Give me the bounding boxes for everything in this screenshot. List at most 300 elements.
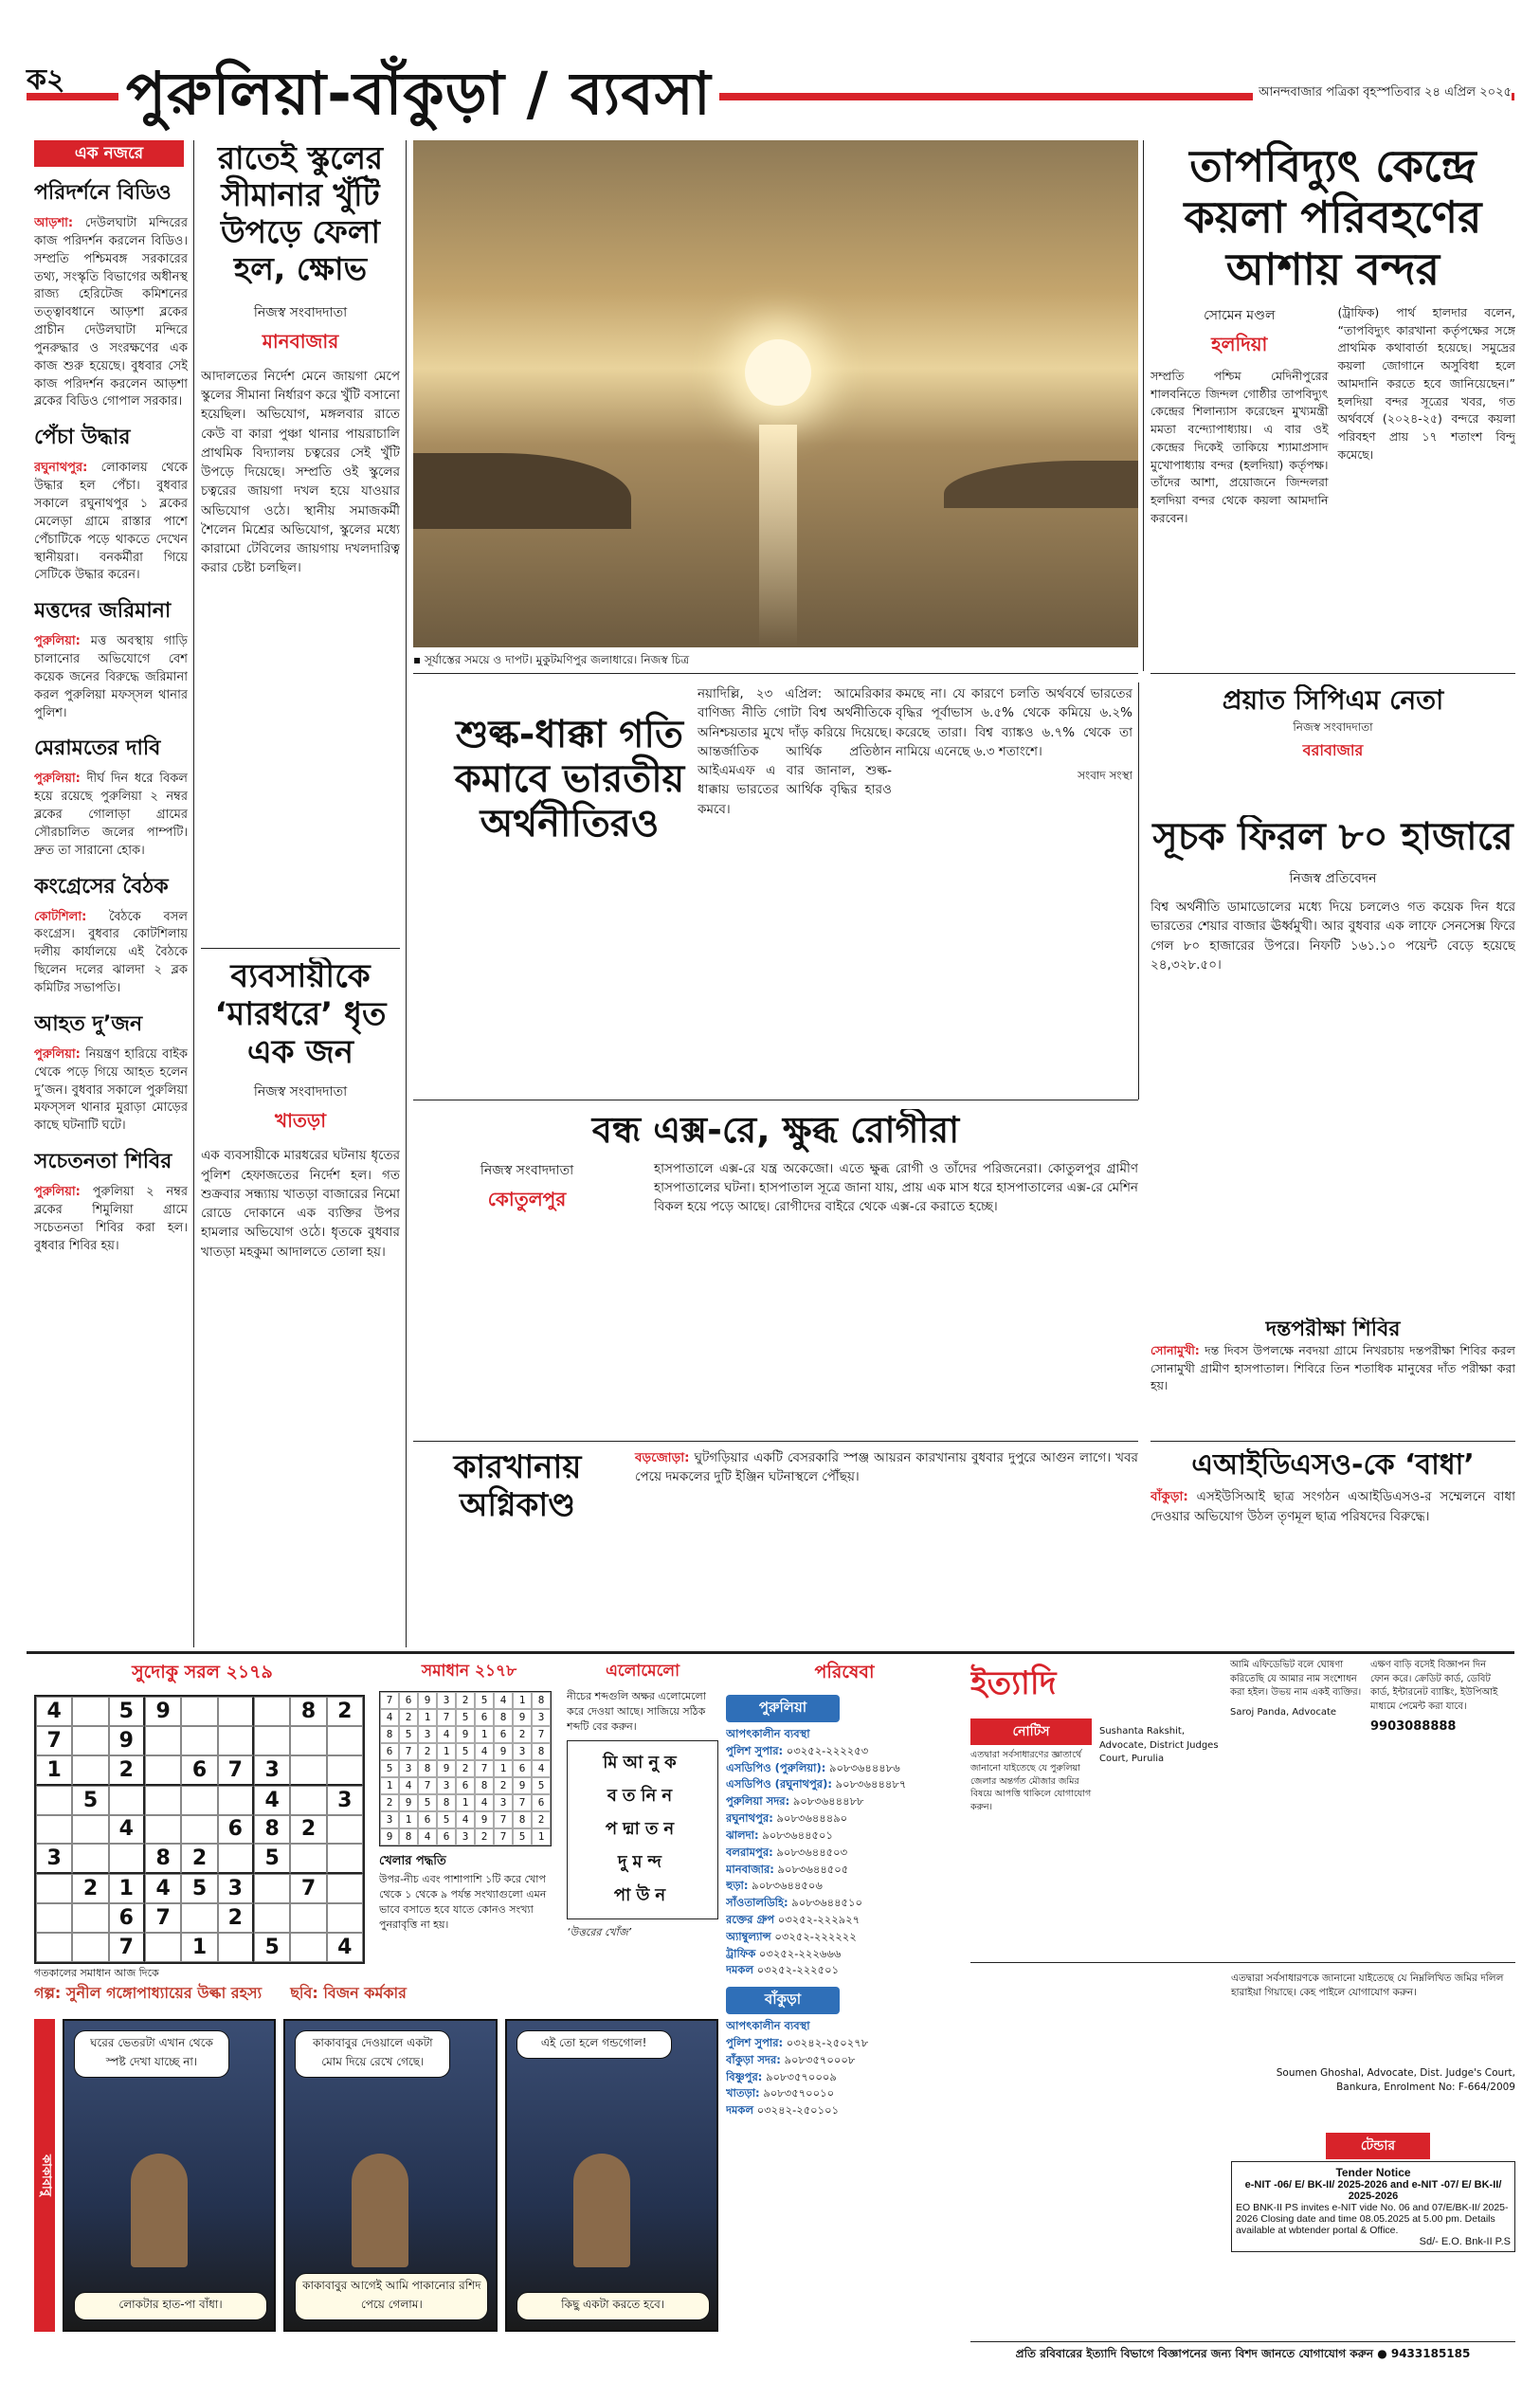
sudoku-cell[interactable] — [72, 1844, 108, 1874]
solution-cell: 8 — [475, 1777, 494, 1794]
solution-cell: 1 — [475, 1726, 494, 1743]
sudoku-cell[interactable]: 6 — [218, 1815, 254, 1845]
port-byline: সোমেন মণ্ডল — [1204, 307, 1276, 323]
sudoku-cell[interactable] — [218, 1786, 254, 1815]
service-number: ৯০৮৩৬৪৪৪৮৮ — [792, 1794, 864, 1809]
service-number: ০৩২৫২-২২২৫০১ — [756, 1963, 840, 1977]
cpim-article — [1150, 684, 1515, 808]
sudoku-cell[interactable] — [145, 1726, 181, 1755]
sudoku-cell[interactable] — [145, 1755, 181, 1786]
solution-cell: 9 — [513, 1777, 532, 1794]
sudoku-cell[interactable]: 4 — [327, 1933, 363, 1962]
sudoku-cell[interactable] — [72, 1815, 108, 1845]
solution-cell: 1 — [456, 1794, 475, 1811]
solution-cell: 3 — [437, 1692, 456, 1709]
sensex-headline: সূচক ফিরল ৮০ হাজারে — [1152, 815, 1513, 859]
service-line — [726, 2085, 963, 2102]
service-line — [726, 2035, 963, 2052]
jumble-title: এলোমেলো — [605, 1662, 680, 1681]
sudoku-cell[interactable] — [181, 1726, 217, 1755]
solution-cell: 7 — [475, 1760, 494, 1777]
sudoku-cell[interactable] — [72, 1903, 108, 1933]
solution-cell: 3 — [399, 1760, 418, 1777]
divider — [970, 1962, 1515, 1963]
service-label: বিষ্ণুপুর: — [726, 2069, 763, 2083]
glance-item-text: দেউলঘাটা মন্দিরের কাজ পরিদর্শন করলেন বিডিও। সম্প্রতি পশ্চিমবঙ্গ সরকারের তথ্য, সংস্কৃতি বিভাগের অধীনস্থ রাজ্য হেরিটেজ কমিশনের তত্ত্বাবধানে আড়শা ব্লকের প্রাচীন দেউলঘাটা মন্দিরে পুনরুদ্ধার ও সংরক্ষণের এক কাজ শুরু হয়েছে। বুধবার সেই কাজ পরিদর্শন করলেন আড়শা ব্লকের বিডিও গোপাল সরকার। — [34, 216, 188, 409]
tender-sign: Sd/- E.O. Bnk-II P.S — [1419, 2236, 1511, 2247]
glance-item-text: বৈঠকে বসল কংগ্রেস। বুধবার কোটশিলায় দলীয় কার্যালয়ে এই বৈঠকে ছিলেন দলের ঝালদা ২ ব্লক কমিটির সভাপতি। — [34, 909, 188, 995]
sudoku-cell[interactable] — [218, 1844, 254, 1874]
glance-item-tag: পুরুলিয়া: — [34, 1046, 81, 1062]
service-line — [726, 1726, 963, 1743]
sudoku-cell[interactable] — [72, 1755, 108, 1786]
service-number: ৯০৮৩৬৪৪৪৮৭ — [835, 1777, 907, 1791]
sudoku-cell[interactable]: 3 — [327, 1786, 363, 1815]
solution-cell: 1 — [418, 1709, 437, 1726]
rules-text: উপর-নীচ এবং পাশাপাশি ১টি করে খোপ থেকে ১ থেকে ৯ পর্যন্ত সংখ্যাগুলো এমন ভাবে বসাতে হবে যাতে কোনও সংখ্যা পুনরাবৃত্তি না হয়। — [379, 1873, 547, 1931]
solution-cell: 9 — [380, 1828, 399, 1846]
service-label: এসডিপিও (পুরুলিয়া): — [726, 1760, 826, 1774]
glance-item — [34, 870, 188, 998]
service-label: ঝালদা: — [726, 1827, 759, 1842]
service-line — [726, 1895, 963, 1912]
sudoku-cell[interactable]: 8 — [145, 1844, 181, 1874]
sudoku-cell[interactable]: 5 — [72, 1786, 108, 1815]
sudoku-cell[interactable] — [327, 1903, 363, 1933]
sudoku-cell[interactable]: 4 — [109, 1815, 145, 1845]
sudoku-cell[interactable]: 2 — [109, 1755, 145, 1786]
sudoku-cell[interactable]: 3 — [36, 1844, 72, 1874]
figure-shape — [352, 2154, 408, 2267]
sudoku-cell[interactable] — [254, 1874, 290, 1903]
service-label: অ্যাম্বুল্যান্স — [726, 1929, 771, 1943]
story-factory — [413, 1448, 1138, 1647]
service-label: সাঁওতালডিহি: — [726, 1896, 788, 1910]
services-list — [726, 1726, 963, 1979]
aidso-body: এসইউসিআই ছাত্র সংগঠন এআইডিএসও-র সম্মেলনে বাধা দেওয়ার অভিযোগ উঠল তৃণমূল ছাত্র পরিষদের বিরুদ্ধে। — [1150, 1489, 1515, 1524]
sudoku-cell[interactable] — [145, 1786, 181, 1815]
solution-cell: 1 — [437, 1743, 456, 1760]
speech-bubble: কাকাবাবুর দেওয়ালে একটা মোম দিয়ে রেখে গেছে। — [295, 2030, 450, 2078]
sudoku-cell[interactable] — [290, 1933, 326, 1962]
service-number: ০৩২৪২-২৫০১০১ — [756, 2103, 840, 2118]
sudoku-cell[interactable]: 4 — [145, 1874, 181, 1903]
service-label: আপৎকালীন ব্যবস্থা — [726, 2019, 810, 2033]
sudoku-cell[interactable]: 6 — [181, 1755, 217, 1786]
sudoku-cell[interactable] — [72, 1697, 108, 1726]
sudoku-cell[interactable]: 1 — [181, 1933, 217, 1962]
glance-item-head: কংগ্রেসের বৈঠক — [34, 874, 169, 899]
page-number: ক২ — [27, 64, 65, 97]
column-divider — [1143, 140, 1144, 671]
solution-cell: 5 — [475, 1692, 494, 1709]
sudoku-cell[interactable] — [327, 1726, 363, 1755]
comic-panel — [505, 2019, 718, 2332]
sudoku-cell[interactable] — [218, 1726, 254, 1755]
service-number: ৯০৮৩৫৭০০১০ — [763, 2086, 835, 2100]
solution-cell: 7 — [380, 1692, 399, 1709]
services-title: পরিষেবা — [814, 1662, 875, 1682]
sudoku-cell[interactable]: 2 — [327, 1697, 363, 1726]
solution-cell: 6 — [532, 1794, 551, 1811]
sudoku-cell[interactable]: 5 — [254, 1844, 290, 1874]
sudoku-cell[interactable] — [254, 1903, 290, 1933]
sudoku-cell[interactable] — [218, 1697, 254, 1726]
sudoku-cell[interactable]: 5 — [254, 1933, 290, 1962]
sudoku-cell[interactable] — [145, 1933, 181, 1962]
column-divider — [406, 140, 407, 1647]
solution-cell: 2 — [475, 1828, 494, 1846]
service-number: ৯০৮৩৬৪৪৫০৬ — [752, 1879, 823, 1893]
cpim-byline: নিজস্ব সংবাদদাতা — [1293, 720, 1373, 735]
service-line — [726, 1929, 963, 1946]
service-label: হুড়া: — [726, 1879, 749, 1893]
service-line — [726, 1810, 963, 1827]
glance-items — [34, 176, 188, 1255]
jumble-answer-note: ‘উত্তরের খোঁজ’ — [567, 1925, 632, 1938]
solution-cell: 1 — [399, 1811, 418, 1828]
factory-body: ঘুটগড়িয়ার একটি বেসরকারি স্পঞ্জ আয়রন কারখানায় বুধবার দুপুরে আগুন লাগে। খবর পেয়ে দমকলের দুটি ইঞ্জিন ঘটনাস্থলে পৌঁছয়। — [635, 1450, 1138, 1485]
sudoku-footer: গতকালের সমাধান আজ দিকে — [34, 1967, 159, 1979]
service-label: রক্তের গ্রুপ — [726, 1912, 775, 1926]
solution-cell: 3 — [513, 1743, 532, 1760]
solution-cell: 2 — [456, 1760, 475, 1777]
services-panel — [726, 1659, 963, 2341]
service-number: ৯০৮৩৫৭০০০৯ — [766, 2069, 837, 2083]
service-number: ০৩২৫২-২২২৯২৭ — [777, 1912, 861, 1926]
solution-cell: 2 — [399, 1709, 418, 1726]
sunset-photo — [413, 140, 1138, 647]
island-shape — [944, 461, 1138, 508]
solution-cell: 5 — [399, 1726, 418, 1743]
cpim-headline: প্রয়াত সিপিএম নেতা — [1222, 684, 1444, 716]
comic-title: গল্প: সুনীল গঙ্গোপাধ্যায়ের উল্কা রহস্য — [34, 1984, 263, 2002]
solution-cell: 7 — [494, 1811, 513, 1828]
glance-item-tag: কোটশিলা: — [34, 909, 87, 924]
glance-item-text: পুরুলিয়া ২ নম্বর ব্লকের শিমুলিয়া গ্রামে সচেতনতা শিবির করা হল। বুধবার শিবির হয়। — [34, 1185, 188, 1253]
sudoku-cell[interactable]: 7 — [290, 1874, 326, 1903]
school-byline: নিজস্ব সংবাদদাতা — [253, 304, 348, 320]
figure-shape — [573, 2154, 630, 2267]
caption-box: কাকাবাবুর আগেই আমি পাকানোর রশিদ পেয়ে গেলাম। — [295, 2273, 488, 2320]
sudoku-cell[interactable]: 2 — [72, 1874, 108, 1903]
story-aidso — [1150, 1448, 1515, 1647]
sudoku-cell[interactable] — [181, 1903, 217, 1933]
port-body-2: (ট্রাফিক) পার্থ হালদার বলেন, “তাপবিদ্যুৎ কারখানা কর্তৃপক্ষের সঙ্গে প্রাথমিক কথাবার্তা হয়েছে। সমুদ্রের কয়লা জোগানে অসুবিধা হলে আমদানি করতে হবে জানিয়েছেন।” হলদিয়া বন্দর সূত্রের খবর, গত অর্থবর্ষে (২০২৪-২৫) বন্দরে কয়লা পরিবহণ প্রায় ১৭ শতাংশ বিন্দু কমেছে। — [1337, 304, 1515, 462]
photo-caption: ▪ সূর্যাস্তের সময়ে ও দাপট। মুকুটমণিপুর জলাধারে। নিজস্ব চিত্র — [413, 653, 690, 666]
solution-cell: 4 — [475, 1794, 494, 1811]
solution-cell: 7 — [418, 1777, 437, 1794]
solution-cell: 2 — [380, 1794, 399, 1811]
cpim-place: বরাবাজার — [1302, 741, 1364, 760]
solution-cell: 1 — [532, 1828, 551, 1846]
service-line — [726, 2102, 963, 2119]
solution-cell: 3 — [380, 1811, 399, 1828]
factory-headline: কারখানায় অগ্নিকাণ্ড — [453, 1448, 582, 1525]
caption-box: লোকটার হাত-পা বাঁধা। — [74, 2292, 267, 2320]
solution-cell: 6 — [475, 1709, 494, 1726]
service-number: ৯০৮৩৬৪৪৪৮৬ — [829, 1760, 900, 1774]
divider — [413, 673, 1138, 674]
story-port — [1150, 140, 1515, 671]
solution-cell: 5 — [513, 1828, 532, 1846]
sudoku-cell[interactable] — [254, 1697, 290, 1726]
sudoku-cell[interactable]: 7 — [218, 1755, 254, 1786]
jumble-word: পাউন — [613, 1884, 672, 1905]
story-tariff — [413, 684, 892, 1092]
sudoku-cell[interactable] — [290, 1726, 326, 1755]
service-number: ৯০৮৩৬৪৪৫১০ — [791, 1896, 862, 1910]
solution-cell: 5 — [456, 1743, 475, 1760]
sudoku-cell[interactable]: 7 — [145, 1903, 181, 1933]
tender-label: টেন্ডার — [1326, 2133, 1430, 2159]
solution-cell: 7 — [513, 1794, 532, 1811]
services-list-bankura — [726, 2018, 963, 2119]
service-label: রঘুনাথপুর: — [726, 1811, 773, 1826]
comic-panels — [63, 2019, 718, 2332]
service-label: মানবাজার: — [726, 1862, 774, 1876]
tender-body: EO BNK-II PS invites e-NIT vide No. 06 and 07/E/BK-II/ 2025-2026 Closing date and time 08.05.2025 at 5.00 pm. Details available at wbtender portal & Office. — [1236, 2202, 1509, 2236]
service-line — [726, 1793, 963, 1810]
solution-cell: 3 — [437, 1777, 456, 1794]
water-reflection — [759, 425, 797, 647]
solution-cell: 3 — [494, 1794, 513, 1811]
solution-title: সমাধান ২১৭৮ — [421, 1662, 517, 1681]
sudoku-cell[interactable]: 5 — [181, 1874, 217, 1903]
sudoku-cell[interactable] — [181, 1815, 217, 1845]
speech-bubble: ঘরের ভেতরটা এখান থেকে স্পষ্ট দেখা যাচ্ছে না। — [74, 2030, 229, 2078]
sudoku-cell[interactable]: 1 — [36, 1755, 72, 1786]
glance-item-tag: রঘুনাথপুর: — [34, 461, 88, 476]
service-label: এসডিপিও (রঘুনাথপুর): — [726, 1777, 832, 1791]
sudoku-cell[interactable]: 7 — [36, 1726, 72, 1755]
sudoku-cell[interactable]: 4 — [36, 1697, 72, 1726]
sudoku-cell[interactable] — [181, 1786, 217, 1815]
service-line — [726, 1760, 963, 1777]
notice-ad-4-phone: 9903088888 — [1370, 1719, 1457, 1734]
photo-caption-text: সূর্যাস্তের সময়ে ও দাপট। মুকুটমণিপুর জলাধারে। নিজস্ব চিত্র — [424, 653, 690, 666]
divider — [1150, 1441, 1515, 1442]
solution-cell: 5 — [456, 1709, 475, 1726]
comic-panel — [63, 2019, 276, 2332]
service-line — [726, 1776, 963, 1793]
speech-bubble: এই তো হলে গন্ডগোল! — [516, 2030, 672, 2059]
sudoku-cell[interactable]: 6 — [109, 1903, 145, 1933]
service-line — [726, 1827, 963, 1845]
sudoku-cell[interactable] — [36, 1903, 72, 1933]
sudoku-title: সুদোকু সরল ২১৭৯ — [132, 1662, 273, 1682]
divider — [1150, 673, 1515, 674]
service-number: ৯০৮৩৬৪৪৫০৩ — [776, 1845, 848, 1859]
sudoku-cell[interactable]: 8 — [290, 1697, 326, 1726]
service-number: ৯০৮৩৬৪৪৫০১ — [762, 1827, 833, 1842]
service-line — [726, 1878, 963, 1895]
service-number: ০৩২৫২-২২২২২২ — [774, 1929, 857, 1943]
port-body-1: সম্প্রতি পশ্চিম মেদিনীপুরের শালবনিতে জিন্দল গোষ্ঠীর তাপবিদ্যুৎ কেন্দ্রের শিলান্যাস করেছেন মুখ্যমন্ত্রী মমতা বন্দ্যোপাধ্যায়। এ বার ওই কেন্দ্রের দিকেই তাকিয়ে শ্যামাপ্রসাদ মুখোপাধ্যায় বন্দর (হলদিয়া) কর্তৃপক্ষ। তাঁদের আশা, প্রয়োজনে জিন্দলরা হলদিয়া বন্দর থেকে কয়লা আমদানি করবেন। — [1150, 368, 1329, 525]
story-trader — [201, 957, 400, 1647]
glance-item — [34, 176, 188, 411]
sudoku-cell[interactable]: 8 — [254, 1815, 290, 1845]
glance-item — [34, 421, 188, 585]
sudoku-cell[interactable]: 1 — [109, 1874, 145, 1903]
sudoku-cell[interactable] — [109, 1786, 145, 1815]
solution-cell: 8 — [494, 1709, 513, 1726]
solution-cell: 8 — [513, 1811, 532, 1828]
sudoku-cell[interactable]: 9 — [145, 1697, 181, 1726]
sudoku-cell[interactable] — [36, 1786, 72, 1815]
glance-item-head: পেঁচা উদ্ধার — [34, 426, 131, 450]
xray-headline: বন্ধ এক্স-রে, ক্ষুব্ধ রোগীরা — [591, 1109, 960, 1151]
jumble-word: পদ্মাতন — [605, 1818, 680, 1839]
trader-headline: ব্যবসায়ীকে ‘মারধরে’ ধৃত এক জন — [214, 957, 387, 1072]
sudoku-grid[interactable] — [34, 1695, 365, 1964]
sudoku-cell[interactable]: 4 — [254, 1786, 290, 1815]
solution-cell: 6 — [418, 1811, 437, 1828]
solution-cell: 6 — [456, 1777, 475, 1794]
solution-cell: 6 — [380, 1743, 399, 1760]
glance-item-head: মেরামতের দাবি — [34, 736, 161, 761]
column-divider — [1138, 682, 1139, 1100]
sudoku-cell[interactable] — [290, 1844, 326, 1874]
solution-cell: 7 — [532, 1726, 551, 1743]
service-number: ০৩২৫২-২২২২৫৩ — [786, 1743, 869, 1757]
solution-cell: 8 — [437, 1794, 456, 1811]
sudoku-cell[interactable] — [327, 1874, 363, 1903]
caption-box: কিছু একটা করতে হবে। — [516, 2292, 710, 2320]
tender-head: Tender Notice — [1335, 2166, 1411, 2179]
story-dental — [1150, 1318, 1515, 1431]
solution-cell: 7 — [399, 1743, 418, 1760]
solution-cell: 4 — [418, 1828, 437, 1846]
sudoku-cell[interactable] — [327, 1755, 363, 1786]
sudoku-cell[interactable] — [290, 1786, 326, 1815]
column-divider — [193, 140, 194, 1647]
solution-cell: 8 — [532, 1692, 551, 1709]
sudoku-cell[interactable] — [181, 1697, 217, 1726]
sudoku-cell[interactable] — [327, 1815, 363, 1845]
sudoku-cell[interactable]: 5 — [109, 1697, 145, 1726]
service-label: বাঁকুড়া সদর: — [726, 2052, 781, 2066]
solution-cell: 6 — [437, 1828, 456, 1846]
sudoku-cell[interactable]: 3 — [254, 1755, 290, 1786]
sudoku-cell[interactable] — [36, 1815, 72, 1845]
service-label: দমকল — [726, 2103, 754, 2118]
sudoku-cell[interactable] — [109, 1844, 145, 1874]
sudoku-cell[interactable] — [327, 1844, 363, 1874]
aidso-headline: এআইডিএসও-কে ‘বাধা’ — [1191, 1448, 1475, 1482]
sudoku-cell[interactable]: 2 — [218, 1903, 254, 1933]
sudoku-cell[interactable]: 2 — [290, 1815, 326, 1845]
sudoku-cell[interactable] — [72, 1933, 108, 1962]
glance-item — [34, 1008, 188, 1136]
notice-label: নোটিস — [970, 1718, 1092, 1745]
sensex-body: বিশ্ব অর্থনীতি ডামাডোলের মধ্যে দিয়ে চললেও গত কয়েক দিন ধরে ভারতের শেয়ার বাজার ঊর্ধ্বমুখী। আর বুধবার এক লাফে সেনসেক্স ফিরে গেল ৮০ হাজারের উপরে। নিফটি ১৬১.১০ পয়েন্ট বেড়ে হয়েছে ২৪,৩২৮.৫০। — [1150, 900, 1515, 973]
service-number: ৯০৮৩৬৪৪৫০৫ — [777, 1862, 849, 1876]
jumble-word: বতনিন — [607, 1785, 679, 1806]
solution-cell: 6 — [513, 1760, 532, 1777]
section-rule — [27, 1651, 1514, 1654]
sudoku-cell[interactable] — [218, 1933, 254, 1962]
tariff-body-2 — [896, 684, 1132, 1082]
solution-cell: 5 — [380, 1760, 399, 1777]
sudoku-cell[interactable]: 2 — [181, 1844, 217, 1874]
solution-cell: 1 — [513, 1692, 532, 1709]
district-badge-purulia: পুরুলিয়া — [726, 1695, 840, 1722]
service-line — [726, 1946, 963, 1963]
solution-cell: 5 — [532, 1777, 551, 1794]
sudoku-cell[interactable]: 3 — [218, 1874, 254, 1903]
tariff-headline: শুল্ক-ধাক্কা গতি কমাবে ভারতীয় অর্থনীতিরও — [454, 713, 685, 846]
sudoku-cell[interactable] — [145, 1815, 181, 1845]
glance-item-text: দীর্ঘ দিন ধরে বিকল হয়ে রয়েছে পুরুলিয়া ২ নম্বর ব্লকের গোলাড়া গ্রামের সৌরচালিত জলের পাম্পটি। দ্রুত তা সারানো হোক। — [34, 772, 188, 858]
sudoku-cell[interactable] — [36, 1874, 72, 1903]
service-line — [726, 2069, 963, 2086]
service-line — [726, 2018, 963, 2035]
sudoku-cell[interactable] — [72, 1726, 108, 1755]
jumble-word: মিআনুক — [603, 1752, 682, 1773]
sudoku-cell[interactable] — [254, 1726, 290, 1755]
notice-ad-1: এতদ্বারা সর্বসাধারণের জ্ঞাতার্থে জানানো যাইতেছে যে পুরুলিয়া জেলার অন্তর্গত মৌজার জমির বিষয়ে আপত্তি থাকিলে যোগাযোগ করুন। — [970, 1750, 1092, 1813]
comic-side-label: কাকাবাবু — [34, 2019, 55, 2332]
sudoku-cell[interactable]: 9 — [109, 1726, 145, 1755]
jumble-word: দুমন্দ — [618, 1851, 667, 1872]
service-label: দমকল — [726, 1963, 754, 1977]
solution-cell: 7 — [494, 1828, 513, 1846]
comic-art-credit: ছবি: বিজন কর্মকার — [290, 1984, 407, 2002]
school-place: মানবাজার — [262, 329, 339, 353]
solution-cell: 9 — [494, 1743, 513, 1760]
school-headline: রাতেই স্কুলের সীমানার খুঁটি উপড়ে ফেলা হল, ক্ষোভ — [217, 140, 384, 287]
story-xray — [413, 1109, 1138, 1431]
sudoku-cell[interactable]: 7 — [109, 1933, 145, 1962]
xray-byline: নিজস্ব সংবাদদাতা — [480, 1162, 574, 1178]
dental-headline: দন্তপরীক্ষা শিবির — [1265, 1318, 1401, 1341]
service-label: আপৎকালীন ব্যবস্থা — [726, 1727, 810, 1740]
island-shape — [413, 453, 631, 529]
solution-panel — [379, 1659, 559, 1972]
service-label: ট্রাফিক — [726, 1946, 756, 1960]
trader-place: খাতড়া — [274, 1109, 327, 1133]
service-line — [726, 1962, 963, 1979]
service-number: ০৩২৪২-২৫০২৭৮ — [786, 2036, 869, 2049]
dental-body: দন্ত দিবস উপলক্ষে নবদয়া গ্রামে নিখরচায় দন্তপরীক্ষা শিবির করল সোনামুখী গ্রামীণ হাসপাতাল। শিবিরে তিন শতাধিক মানুষের দাঁত পরীক্ষা করা হয়। — [1150, 1342, 1515, 1393]
service-line — [726, 1845, 963, 1862]
trader-body: এক ব্যবসায়ীকে মারধরের ঘটনায় ধৃতের পুলিশ হেফাজতের নির্দেশ হল। গত শুক্রবার সন্ধ্যায় খাতড়া বাজারের নিমো রোডে দোকানে এক ব্যক্তির উপর হামলার অভিযোগ ওঠে। ধৃতকে বুধবার খাতড়া মহকুমা আদালতে তোলা হয়। — [201, 1148, 400, 1260]
school-body: আদালতের নির্দেশ মেনে জায়গা মেপে স্কুলের সীমানা নির্ধারণ করে খুঁটি বসানো হয়েছিল। অভিযোগ, মঙ্গলবার রাতে কেউ বা কারা পুঞ্চা থানার পায়রাচালি প্রাথমিক বিদ্যালয় চত্বরের সেই খুঁটি উপড়ে দিয়েছে। সম্প্রতি ওই স্কুলের চত্বরের জায়গা দখল হয়ে যাওয়ার অভিযোগ ওঠে। স্থানীয় সমাজকর্মী শৈলেন মিশ্রের অভিযোগ, স্কুলের মধ্যে কারামো টেবিলের জায়গায় দখলদারিত্ব করার চেষ্টা চলছিল। — [201, 368, 400, 576]
solution-cell: 2 — [456, 1692, 475, 1709]
glance-item — [34, 732, 188, 860]
service-number: ০৩২৫২-২২২৬৬৬ — [758, 1946, 842, 1960]
glance-item-tag: আড়শা: — [34, 216, 74, 230]
solution-cell: 9 — [399, 1794, 418, 1811]
tariff-credit: সংবাদ সংস্থা — [1078, 769, 1132, 782]
solution-cell: 9 — [513, 1709, 532, 1726]
sudoku-cell[interactable] — [290, 1903, 326, 1933]
sudoku-cell[interactable] — [36, 1933, 72, 1962]
comic-strip — [34, 1981, 718, 2360]
factory-tag: বড়জোড়া: — [635, 1450, 690, 1465]
solution-cell: 4 — [399, 1777, 418, 1794]
sudoku-cell[interactable] — [290, 1755, 326, 1786]
solution-cell: 8 — [380, 1726, 399, 1743]
glance-label: এক নজরে — [34, 140, 184, 167]
glance-item-head: সচেতনতা শিবির — [34, 1150, 172, 1174]
comic-panel — [283, 2019, 497, 2332]
service-line — [726, 1743, 963, 1760]
glance-item-head: মত্তদের জরিমানা — [34, 599, 172, 624]
solution-cell: 2 — [532, 1811, 551, 1828]
ittadi-panel — [970, 1659, 1515, 2341]
